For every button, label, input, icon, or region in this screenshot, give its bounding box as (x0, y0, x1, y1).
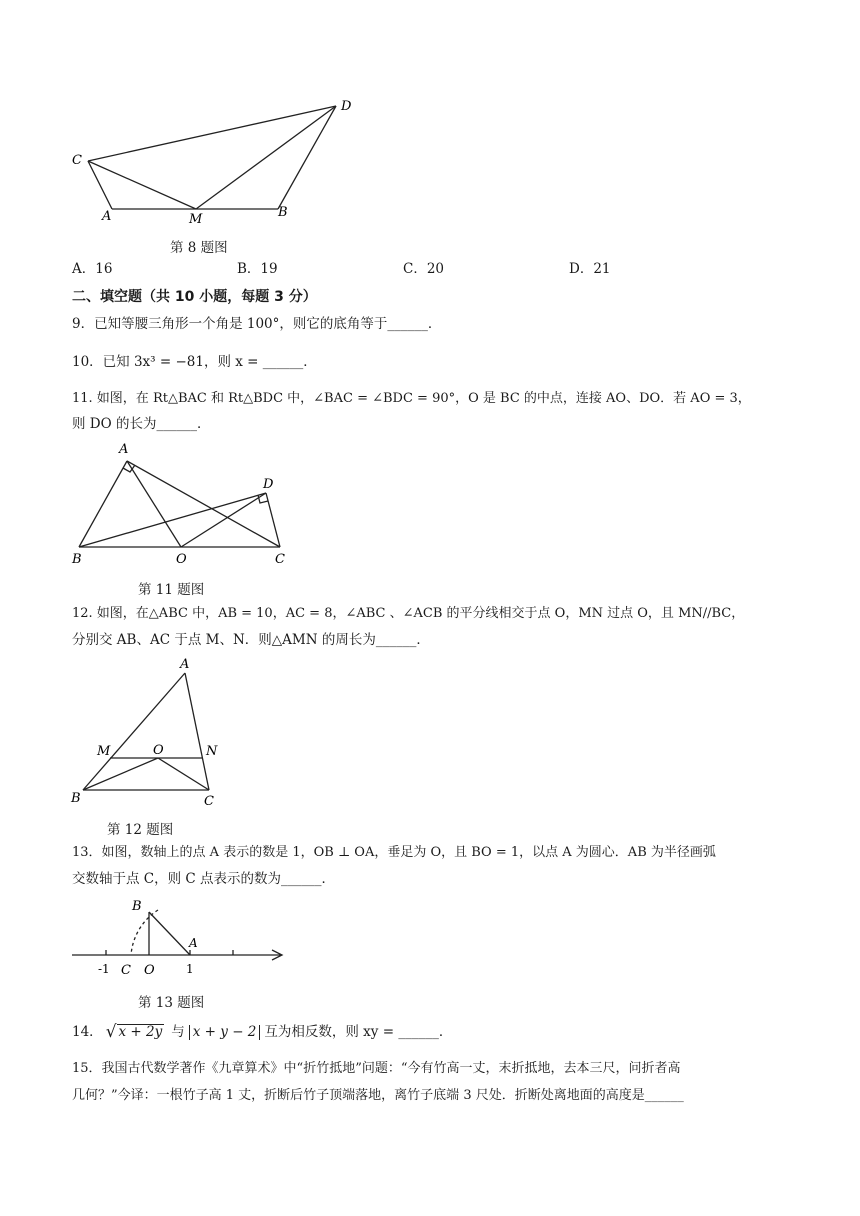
question-11-line2: 则 DO 的长为______． (72, 416, 211, 432)
q8-label-a: A (102, 209, 112, 224)
q13-label-b: B (132, 899, 142, 914)
q8-label-d: D (341, 99, 352, 114)
section-heading: 二、填空题（共 10 小题，每题 3 分） (72, 289, 317, 305)
q14-mid: 与 (171, 1023, 185, 1040)
q14-abs: x + y − 2 (189, 1025, 261, 1041)
question-14 (72, 1024, 452, 1041)
q11-figure (66, 436, 306, 576)
q11-label-a: A (119, 442, 129, 457)
q12-label-n: N (206, 744, 218, 759)
q8-label-m: M (189, 212, 203, 227)
q13-figure (66, 895, 296, 990)
question-13-line2: 交数轴于点 C，则 C 点表示的数为______． (72, 871, 336, 887)
q8-label-b: B (278, 205, 288, 220)
q13-label-o: O (144, 963, 155, 978)
q14-sqrt (106, 1024, 165, 1041)
q11-caption: 第 11 题图 (138, 582, 205, 598)
q12-label-o: O (153, 743, 164, 758)
question-15-line1: 15．我国古代数学著作《九章算术》中“折竹抵地”问题：“今有竹高一丈，末折抵地，去本三尺，问折者高 (72, 1061, 681, 1076)
radical-icon: √ (105, 1022, 117, 1042)
q12-label-a: A (180, 657, 190, 672)
question-11-line1: 11. 如图，在 Rt△BAC 和 Rt△BDC 中，∠BAC = ∠BDC = 90°，O 是 BC 的中点，连接 AO、DO．若 AO = 3， (72, 391, 751, 406)
q11-label-c: C (275, 552, 285, 567)
q14-tail: 互为相反数，则 xy = ______． (264, 1023, 453, 1040)
q11-label-b: B (72, 552, 82, 567)
q8-caption: 第 8 题图 (170, 240, 228, 256)
q8-label-c: C (72, 153, 82, 168)
q13-caption: 第 13 题图 (138, 995, 205, 1011)
q14-number: 14． (72, 1023, 103, 1040)
q11-label-o: O (176, 552, 187, 567)
q11-label-d: D (263, 477, 274, 492)
question-13-line1: 13．如图，数轴上的点 A 表示的数是 1，OB ⊥ OA，垂足为 O，且 BO = 1，以点 A 为圆心．AB 为半径画弧 (72, 845, 716, 860)
q13-label-c: C (121, 963, 131, 978)
q14-radicand: x + 2y (118, 1024, 163, 1040)
q12-label-c: C (204, 794, 214, 809)
q13-label-a: A (189, 936, 198, 950)
q12-label-b: B (71, 791, 81, 806)
question-15-line2: 几何？”今译：一根竹子高 1 丈，折断后竹子顶端落地，离竹子底端 3 尺处．折断处离地面的高度是______ (72, 1088, 684, 1103)
q12-caption: 第 12 题图 (107, 822, 174, 838)
q12-figure (66, 654, 236, 814)
q8-option-d: D．21 (569, 261, 611, 277)
q8-option-b: B．19 (237, 261, 278, 277)
q8-option-a: A．16 (72, 261, 113, 277)
q8-figure (60, 92, 360, 232)
question-12-line1: 12. 如图，在△ABC 中，AB = 10，AC = 8，∠ABC 、∠ACB 的平分线相交于点 O，MN 过点 O，且 MN//BC， (72, 606, 745, 621)
q8-option-c: C．20 (403, 261, 445, 277)
q13-label-1: 1 (186, 962, 194, 976)
question-9: 9．已知等腰三角形一个角是 100°，则它的底角等于______． (72, 316, 442, 332)
q13-label-neg1: -1 (98, 962, 110, 976)
q12-label-m: M (97, 744, 111, 759)
question-12-line2: 分别交 AB、AC 于点 M、N．则△AMN 的周长为______． (72, 632, 430, 648)
question-10: 10．已知 3x³ = −81，则 x = ______． (72, 354, 317, 370)
